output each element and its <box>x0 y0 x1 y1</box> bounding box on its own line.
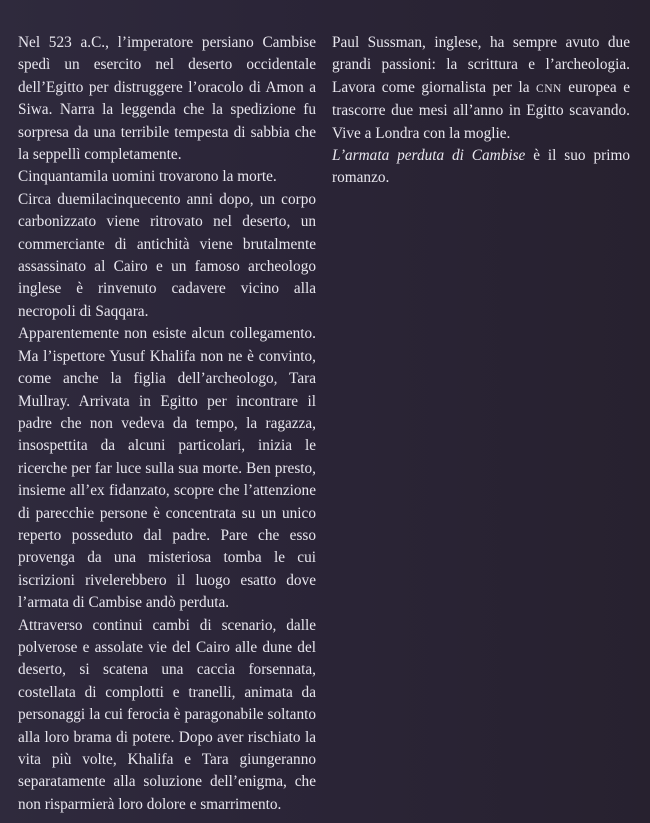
synopsis-column <box>18 32 316 816</box>
author-bio-text: europea e trascorre due mesi all’anno in Egitto scavando. Vive a Londra con la moglie. <box>332 78 630 142</box>
author-bio-paragraph <box>332 32 630 145</box>
network-name: CNN <box>536 82 562 95</box>
synopsis-paragraph: Cinquantamila uomini trovarono la morte. <box>18 168 277 186</box>
synopsis-paragraph: Nel 523 a.C., l’imperatore persiano Cambise spedì un esercito nel deserto occidentale dell’Egitto per distruggere l’oracolo di Amon a Siwa. Narra la leggenda che la spedizione fu sorpresa da una terribile tempesta di sabbia che la seppellì completamente. <box>18 34 316 164</box>
author-bio-text: Paul Sussman, inglese, ha sempre avuto due grandi passioni: la scrittura e l’archeologia. Lavora come giornalista per la <box>332 34 630 96</box>
synopsis-paragraph: Apparentemente non esiste alcun collegamento. Ma l’ispettore Yusuf Khalifa non ne è convinto, come anche la figlia dell’archeologo, Tara Mullray. Arrivata in Egitto per incontrare il padre che non vedeva da tempo, la ragazza, insospettita da alcuni particolari, inizia le ricerche per far luce sulla sua morte. Ben presto, insieme all’ex fidanzato, scopre che l’attenzione di parecchie persone è concentrata su un unico reperto posseduto dal padre. Pare che esso provenga da una misteriosa tomba le cui iscrizioni rivelerebbero il luogo esatto dove l’armata di Cambise andò perduta. <box>18 325 316 612</box>
author-book-paragraph <box>332 145 630 190</box>
author-bio-column <box>332 32 630 190</box>
synopsis-paragraph: Attraverso continui cambi di scenario, dalle polverose e assolate vie del Cairo alle dune del deserto, si scatena una caccia forsennata, costellata di complotti e tranelli, animata da personaggi la cui ferocia è paragonabile soltanto alla loro brama di potere. Dopo aver rischiato la vita più volte, Khalifa e Tara giungeranno separatamente alla soluzione dell’enigma, che non risparmierà loro dolore e smarrimento. <box>18 616 316 813</box>
synopsis-paragraph: Circa duemilacinquecento anni dopo, un corpo carbonizzato viene ritrovato nel deserto, un commerciante di antichità viene brutalmente assassinato al Cairo e un famoso archeologo inglese è rinvenuto cadavere vicino alla necropoli di Saqqara. <box>18 190 316 320</box>
author-book-text: è il suo primo romanzo. <box>332 147 630 187</box>
book-title: L’armata perduta di Cambise <box>332 147 526 165</box>
